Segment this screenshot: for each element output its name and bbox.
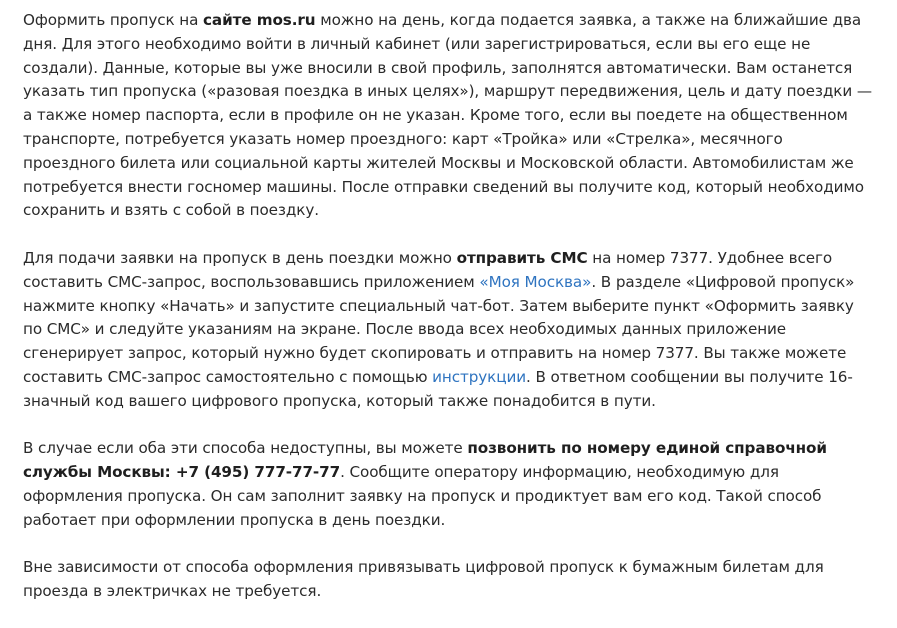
text: В случае если оба эти способа недоступны, вы можете xyxy=(23,439,468,458)
text: можно на день, когда подается заявка, а также на ближайшие два дня. Для этого необходимо войти в личный кабинет (или зарегистрироваться, если вы его еще не создали). Данные, которые вы уже вносили в свой профиль, заполнятся автоматически. Вам останется указать тип пропуска («разовая поездка в иных целях»), маршрут передвижения, цель и дату поездки — а также номер паспорта, если в профиле он не указан. Кроме того, если вы поедете на общественном транспорте, потребуется указать номер проездного: карт «Тройка» или «Стрелка», месячного проездного билета или социальной карты жителей Москвы и Московской области. Автомобилистам же потребуется внести госномер машины. После отправки сведений вы получите код, который необходимо сохранить и взять с собой в поездку. xyxy=(23,11,872,220)
link-instructions[interactable]: инструкции xyxy=(432,367,527,386)
article-body xyxy=(23,9,873,628)
link-moya-moskva-app[interactable]: «Моя Москва» xyxy=(479,272,592,291)
emphasis-mos-ru: сайте mos.ru xyxy=(203,11,316,29)
emphasis-phone-number: позвонить по номеру единой справочной службы Москвы: +7 (495) 777-77-77 xyxy=(23,439,827,482)
text: . В разделе «Цифровой пропуск» нажмите кнопку «Начать» и запустите специальный чат-бот. Затем выберите пункт «Оформить заявку по СМС» и следуйте указаниям на экране. После ввода всех необходимых данных приложение сгенерирует запрос, который нужно будет скопировать и отправить на номер 7377. Вы также можете составить СМС-запрос самостоятельно с помощью xyxy=(23,272,855,386)
emphasis-send-sms: отправить СМС xyxy=(456,248,588,267)
paragraph-sms-application xyxy=(23,247,873,414)
text: Для подачи заявки на пропуск в день поездки можно xyxy=(23,248,457,267)
paragraph-paper-tickets xyxy=(23,556,873,604)
text: Оформить пропуск на xyxy=(23,11,204,29)
paragraph-phone-application xyxy=(23,437,873,532)
text: на номер 7377. Удобнее всего составить СМС-запрос, воспользовавшись приложением xyxy=(23,248,833,291)
paragraph-online-application xyxy=(23,9,873,223)
text: . В ответном сообщении вы получите 16-значный код вашего цифрового пропуска, который также понадобится в пути. xyxy=(23,367,853,410)
text: Вне зависимости от способа оформления привязывать цифровой пропуск к бумажным билетам для проезда в электричках не требуется. xyxy=(23,558,824,601)
text: . Сообщите оператору информацию, необходимую для оформления пропуска. Он сам заполнит заявку на пропуск и продиктует вам его код. Такой способ работает при оформлении пропуска в день поездки. xyxy=(23,463,822,529)
